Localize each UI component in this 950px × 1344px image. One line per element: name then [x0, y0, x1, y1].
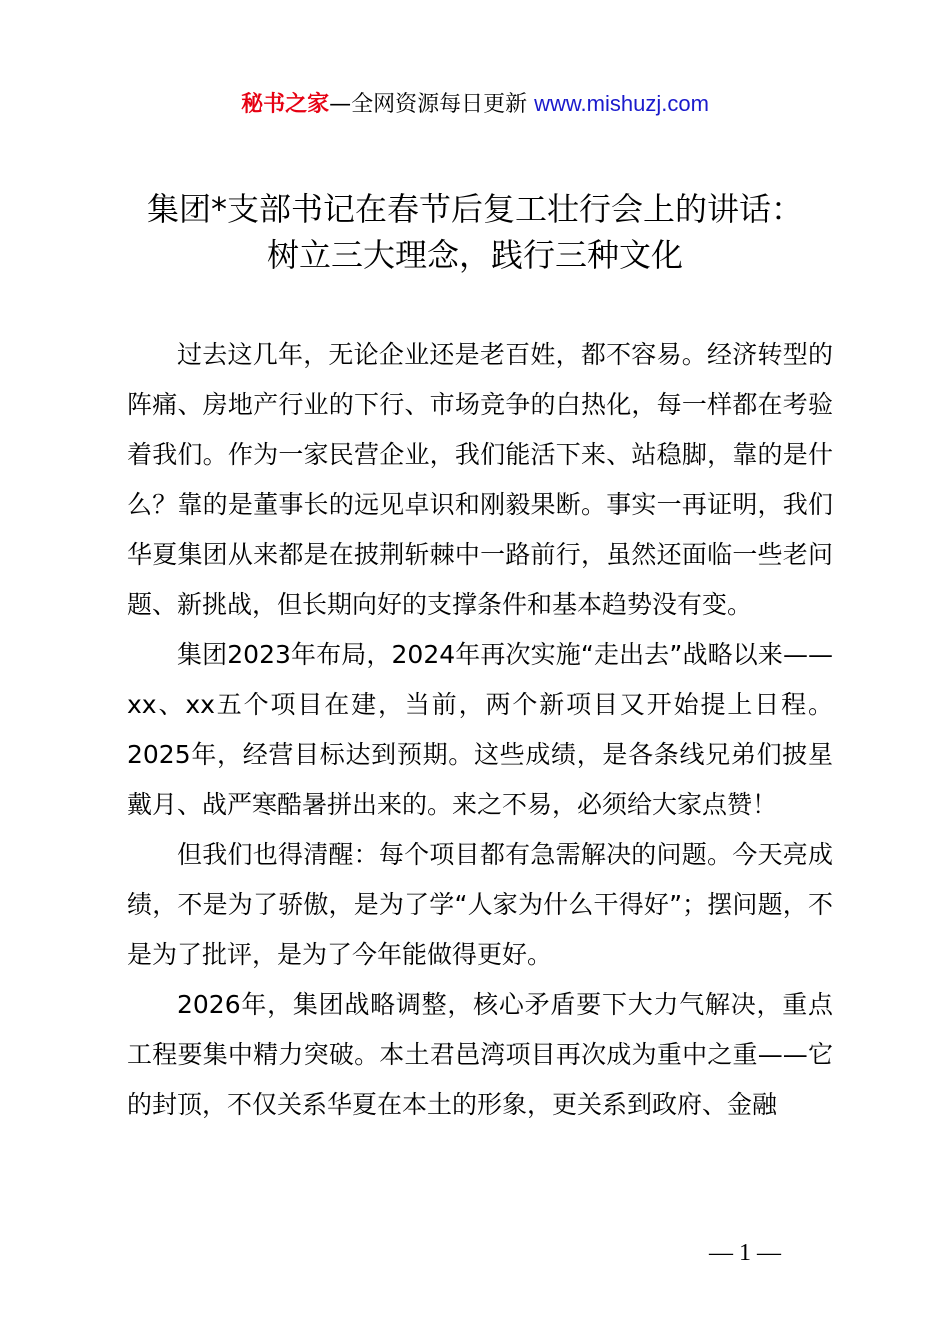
site-header — [0, 88, 950, 121]
paragraph: 2026年，集团战略调整，核心矛盾要下大力气解决，重点工程要集中精力突破。本土君邑湾项目再次成为重中之重——它的封顶，不仅关系华夏在本土的形象，更关系到政府、金融 — [127, 990, 833, 1119]
site-url-link[interactable]: www.mishuzj.com — [534, 91, 709, 116]
title-line-2: 树立三大理念，践行三种文化 — [266, 236, 683, 274]
page-number: — 1 — — [709, 1240, 781, 1266]
brand-name: 秘书之家 — [241, 92, 330, 117]
paragraph: 过去这几年，无论企业还是老百姓，都不容易。经济转型的阵痛、房地产行业的下行、市场竞争的白热化，每一样都在考验着我们。作为一家民营企业，我们能活下来、站稳脚，靠的是什么？靠的是董事长的远见卓识和刚毅果断。事实一再证明，我们华夏集团从来都是在披荆斩棘中一路前行，虽然还面临一些老问题、新挑战，但长期向好的支撑条件和基本趋势没有变。 — [127, 340, 833, 619]
paragraph: 集团2023年布局，2024年再次实施“走出去”战略以来——xx、xx五个项目在建，当前，两个新项目又开始提上日程。2025年，经营目标达到预期。这些成绩，是各条线兄弟们披星戴月、战严寒酷暑拼出来的。来之不易，必须给大家点赞！ — [127, 640, 833, 819]
paragraph: 但我们也得清醒：每个项目都有急需解决的问题。今天亮成绩，不是为了骄傲，是为了学“人家为什么干得好”；摆问题，不是为了批评，是为了今年能做得更好。 — [127, 840, 833, 969]
header-tagline: —全网资源每日更新 — [329, 92, 528, 117]
document-title — [60, 186, 890, 278]
title-line-1: 集团*支部书记在春节后复工壮行会上的讲话： — [146, 190, 803, 228]
document-body — [127, 330, 833, 1130]
